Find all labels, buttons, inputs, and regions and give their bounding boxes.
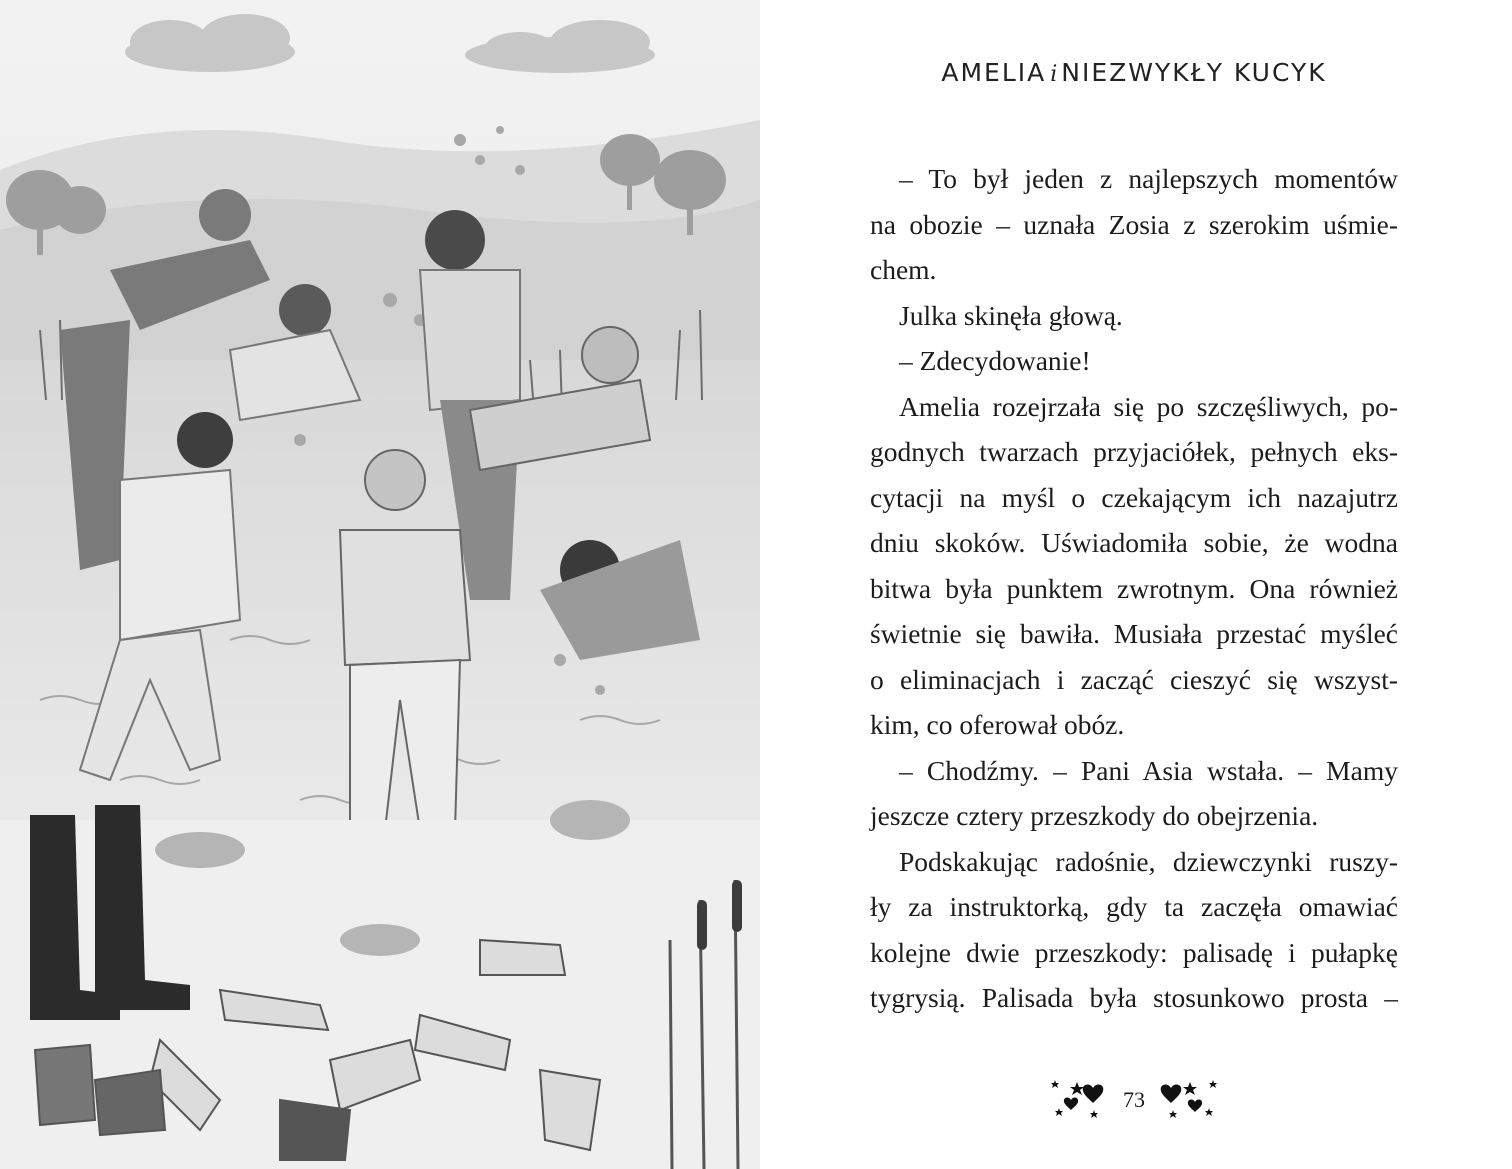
running-head-title-part1: AMELIA: [941, 58, 1047, 87]
text-line: bitwa była punktem zwrotnym. Ona również: [870, 572, 1398, 604]
text-line: cytacji na myśl o czekającym ich nazajutrz: [870, 481, 1398, 513]
body-text: [870, 156, 1398, 1021]
text-line: – Chodźmy. – Pani Asia wstała. – Mamy: [899, 754, 1398, 786]
text-page: [870, 0, 1398, 1169]
page-folio: [870, 1070, 1398, 1130]
text-line: kolejne dwie przeszkody: palisadę i pułapkę: [870, 936, 1398, 968]
text-line: tygrysią. Palisada była stosunkowo prosta –: [870, 982, 1398, 1013]
text-line: – Zdecydowanie!: [899, 345, 1091, 376]
text-line: Amelia rozejrzała się po szczęśliwych, po-: [899, 390, 1398, 422]
text-line: ły za instruktorką, gdy ta zaczęła omawiać: [870, 891, 1398, 922]
text-line: kim, co oferował obóz.: [870, 709, 1125, 740]
hearts-stars-icon: [1049, 1078, 1111, 1122]
text-line: Podskakując radośnie, dziewczynki ruszy-: [899, 845, 1398, 877]
running-head-connector: i: [1050, 62, 1058, 87]
hearts-stars-icon: [1157, 1078, 1219, 1122]
page-number: 73: [1123, 1087, 1145, 1112]
running-head-title-part2: NIEZWYKŁY KUCYK: [1061, 58, 1327, 87]
text-line: jeszcze cztery przeszkody do obejrzenia.: [870, 800, 1319, 831]
text-line: godnych twarzach przyjaciółek, pełnych eks-: [870, 436, 1398, 467]
text-line: – To był jeden z najlepszych momentów: [899, 163, 1398, 194]
text-line: na obozie – uznała Zosia z szerokim uśmie-: [870, 208, 1398, 240]
text-line: dniu skoków. Uświadomiła sobie, że wodna: [870, 527, 1398, 558]
text-line: chem.: [870, 254, 937, 285]
running-head: [870, 58, 1398, 87]
text-line: o eliminacjach i zacząć cieszyć się wszyst-: [870, 663, 1398, 695]
text-line: Julka skinęła głową.: [899, 299, 1123, 331]
text-line: świetnie się bawiła. Musiała przestać myśleć: [870, 618, 1398, 649]
